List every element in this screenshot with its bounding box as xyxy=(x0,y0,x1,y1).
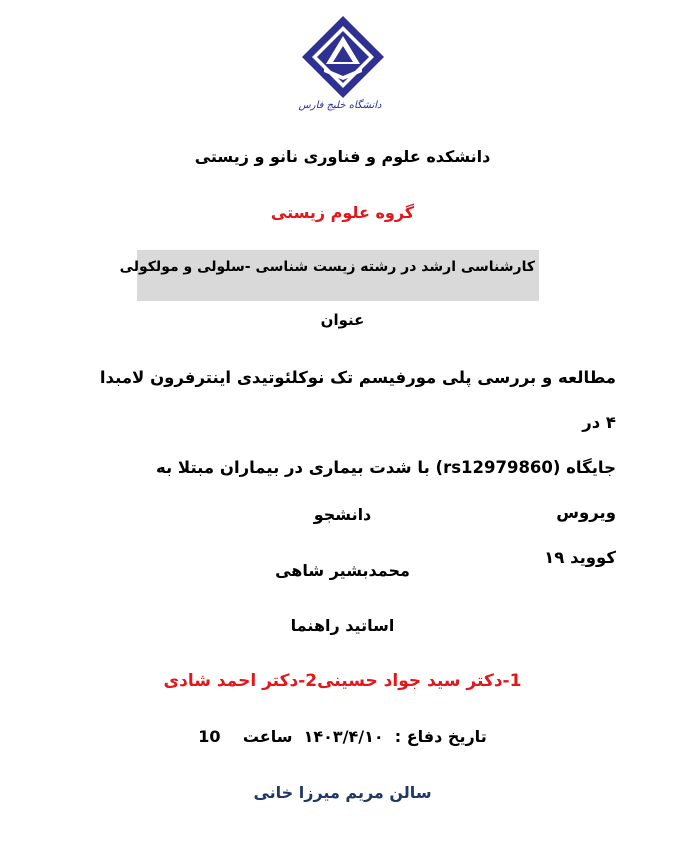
logo-emblem-icon xyxy=(302,16,384,98)
defense-time: 10 xyxy=(198,727,221,746)
logo-caption: دانشگاه خلیج فارس xyxy=(298,100,382,111)
thesis-title-line-1: مطالعه و بررسی پلی مورفیسم تک نوکلئوتیدی اینترفرون لامبدا ۴ در xyxy=(99,368,616,432)
faculty-name: دانشکده علوم و فناوری نانو و زیستی xyxy=(194,147,491,166)
defense-info xyxy=(0,727,685,746)
venue-name: سالن مریم میرزا خانی xyxy=(253,783,432,802)
thesis-title-line-2: جایگاه (rs12979860) با شدت بیماری در بیماران مبتلا به ویروس xyxy=(155,458,616,522)
student-name: محمدبشیر شاهی xyxy=(275,561,410,580)
advisors-names: 1-دکتر سید جواد حسینی2-دکتر احمد شادی xyxy=(163,671,522,691)
student-label: دانشجو xyxy=(313,505,372,524)
defense-time-label: ساعت xyxy=(242,727,293,746)
group-name: گروه علوم زیستی xyxy=(270,203,415,222)
thesis-title-line-3: کووید ۱۹ xyxy=(544,548,616,567)
degree-program: کارشناسی ارشد در رشته زیست شناسی -سلولی و مولکولی xyxy=(119,259,535,275)
defense-date: ۱۴۰۳/۴/۱۰ xyxy=(303,727,384,746)
thesis-title xyxy=(96,355,616,580)
advisors-label: اساتید راهنما xyxy=(290,616,395,635)
degree-highlight xyxy=(119,250,539,301)
defense-date-label: تاریخ دفاع : xyxy=(394,727,487,746)
thesis-title-label: عنوان xyxy=(320,311,365,329)
